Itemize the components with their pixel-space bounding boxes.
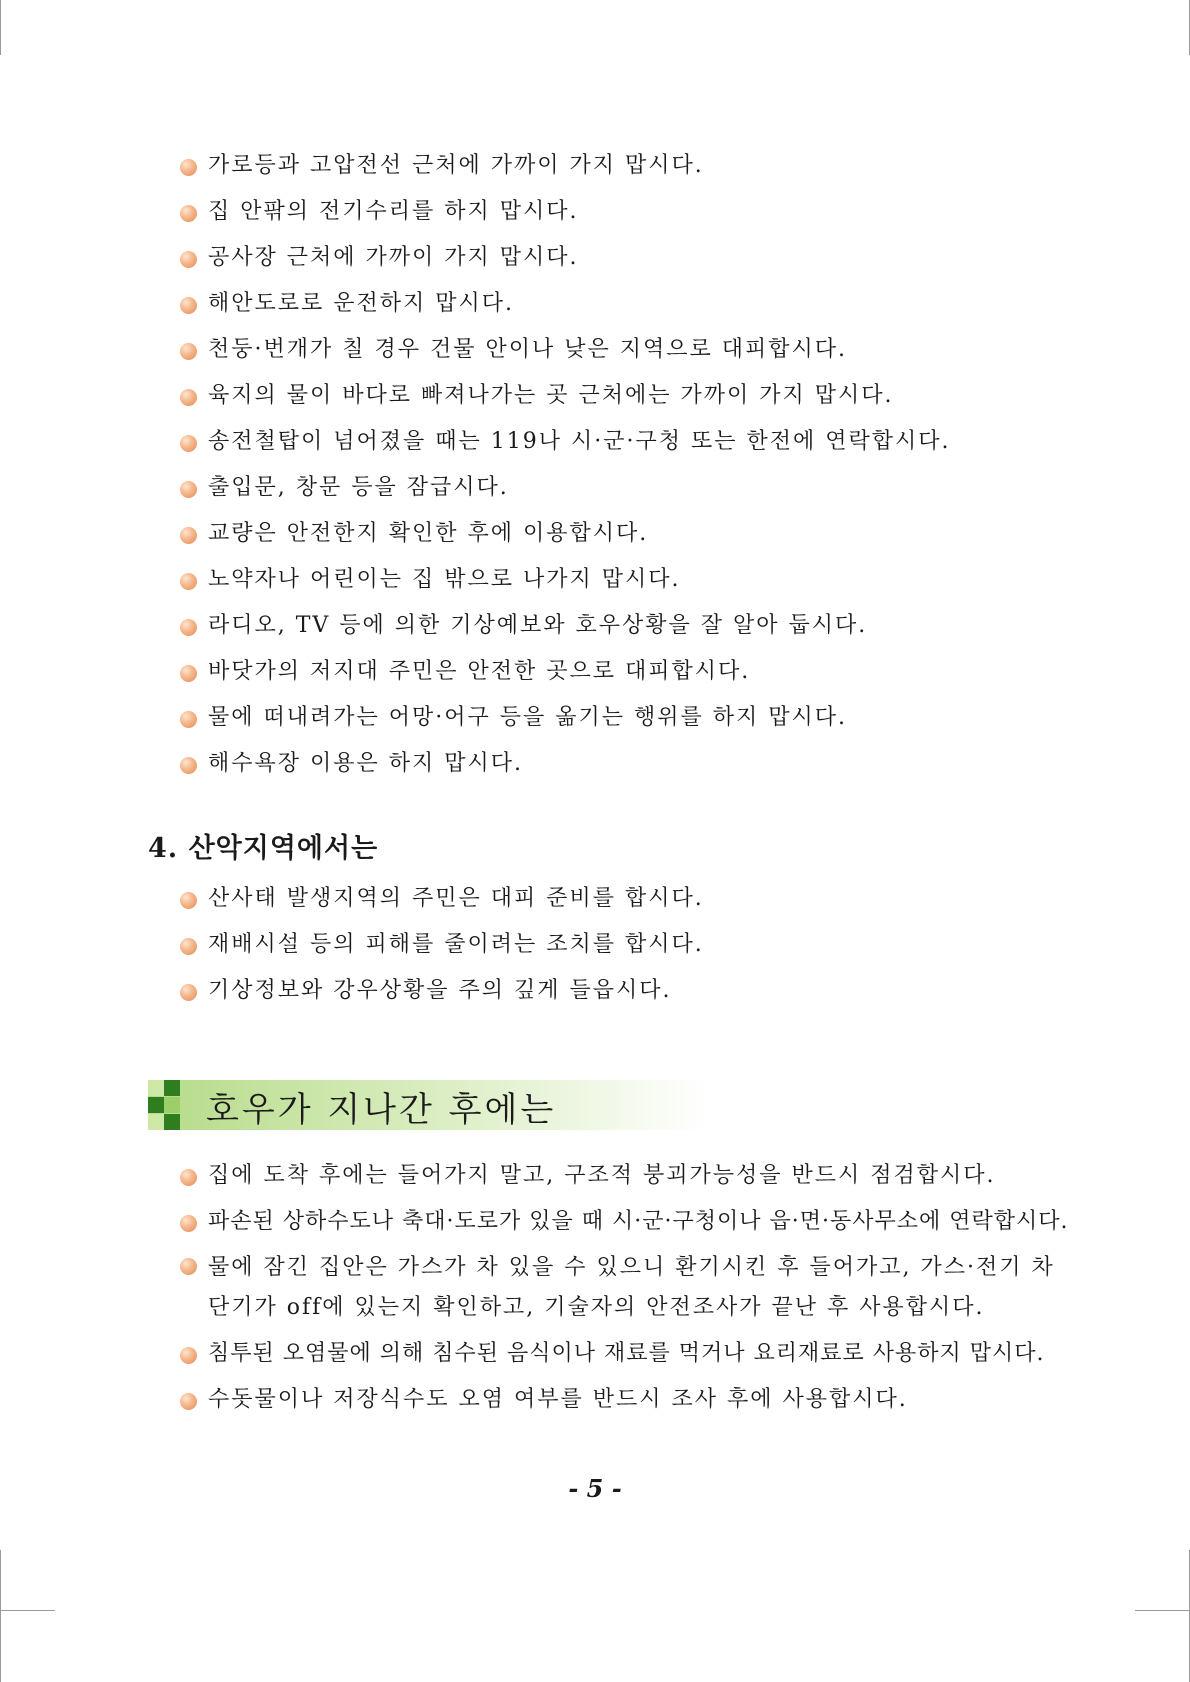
section4-list bbox=[178, 876, 704, 1014]
list-item bbox=[178, 143, 950, 189]
list-item-text: 노약자나 어린이는 집 밖으로 나가지 맙시다. bbox=[208, 567, 681, 592]
bullet-icon bbox=[180, 297, 197, 314]
list-item-text: 천둥·번개가 칠 경우 건물 안이나 낮은 지역으로 대피합시다. bbox=[208, 337, 847, 362]
list-item-text: 산사태 발생지역의 주민은 대피 준비를 합시다. bbox=[208, 886, 704, 911]
list-item-text: 가로등과 고압전선 근처에 가까이 가지 맙시다. bbox=[208, 153, 704, 178]
list-item-text: 물에 떠내려가는 어망·어구 등을 옮기는 행위를 하지 맙시다. bbox=[208, 705, 847, 730]
list-item-text: 수돗물이나 저장식수도 오염 여부를 반드시 조사 후에 사용합시다. bbox=[208, 1387, 908, 1412]
list-item-text: 공사장 근처에 가까이 가지 맙시다. bbox=[208, 245, 579, 270]
list-item bbox=[178, 373, 950, 419]
section3-list bbox=[178, 143, 950, 787]
list-item bbox=[178, 327, 950, 373]
crop-mark-bottom-left bbox=[0, 1550, 1, 1682]
banner-title: 호우가 지나간 후에는 bbox=[206, 1090, 557, 1130]
list-item-text: 집 안팎의 전기수리를 하지 맙시다. bbox=[208, 199, 579, 224]
bullet-icon bbox=[180, 938, 197, 955]
section-banner bbox=[148, 1080, 708, 1130]
section4-heading: 4. 산악지역에서는 bbox=[148, 833, 379, 864]
list-item bbox=[178, 1331, 1068, 1377]
list-item bbox=[178, 557, 950, 603]
bullet-icon bbox=[180, 343, 197, 360]
list-item bbox=[178, 1245, 1068, 1331]
list-item-text: 파손된 상하수도나 축대·도로가 있을 때 시·군·구청이나 읍·면·동사무소에 연락합시다. bbox=[208, 1209, 1069, 1234]
list-item-text: 바닷가의 저지대 주민은 안전한 곳으로 대피합시다. bbox=[208, 659, 751, 684]
bullet-icon bbox=[180, 757, 197, 774]
crop-mark-bottom-right-h bbox=[1135, 1610, 1190, 1611]
bullet-icon bbox=[180, 1393, 197, 1410]
list-item bbox=[178, 741, 950, 787]
list-item-text: 라디오, TV 등에 의한 기상예보와 호우상황을 잘 알아 둡시다. bbox=[208, 613, 868, 638]
bullet-icon bbox=[180, 711, 197, 728]
bullet-icon bbox=[180, 573, 197, 590]
list-item bbox=[178, 922, 704, 968]
list-item bbox=[178, 189, 950, 235]
bullet-icon bbox=[180, 527, 197, 544]
list-item-text: 기상정보와 강우상황을 주의 깊게 들읍시다. bbox=[208, 978, 672, 1003]
list-item-text: 침투된 오염물에 의해 침수된 음식이나 재료를 먹거나 요리재료로 사용하지 맙시다. bbox=[208, 1341, 1045, 1366]
list-item-text: 해안도로로 운전하지 맙시다. bbox=[208, 291, 515, 316]
list-item-text: 송전철탑이 넘어졌을 때는 119나 시·군·구청 또는 한전에 연락합시다. bbox=[208, 429, 951, 454]
bullet-icon bbox=[180, 1258, 197, 1275]
bullet-icon bbox=[180, 1347, 197, 1364]
bullet-icon bbox=[180, 435, 197, 452]
bullet-icon bbox=[180, 984, 197, 1001]
list-item-text: 집에 도착 후에는 들어가지 말고, 구조적 붕괴가능성을 반드시 점검합시다. bbox=[208, 1163, 996, 1188]
banner-square-icon bbox=[164, 1080, 180, 1096]
bullet-icon bbox=[180, 619, 197, 636]
banner-square-icon bbox=[148, 1097, 164, 1113]
bullet-icon bbox=[180, 1215, 197, 1232]
list-item bbox=[178, 695, 950, 741]
bullet-icon bbox=[180, 892, 197, 909]
banner-square-icon bbox=[148, 1114, 164, 1130]
crop-mark-top-left bbox=[0, 0, 1, 55]
list-item-text: 육지의 물이 바다로 빠져나가는 곳 근처에는 가까이 가지 맙시다. bbox=[208, 383, 894, 408]
bullet-icon bbox=[180, 389, 197, 406]
page-number: - 5 - bbox=[568, 1474, 622, 1503]
list-item-text: 해수욕장 이용은 하지 맙시다. bbox=[208, 751, 523, 776]
bullet-icon bbox=[180, 665, 197, 682]
bullet-icon bbox=[180, 205, 197, 222]
list-item-text: 재배시설 등의 피해를 줄이려는 조치를 합시다. bbox=[208, 932, 704, 957]
list-item bbox=[178, 1153, 1068, 1199]
list-item bbox=[178, 1377, 1068, 1423]
list-item bbox=[178, 235, 950, 281]
list-item-text: 물에 잠긴 집안은 가스가 차 있을 수 있으니 환기시킨 후 들어가고, 가스·전기 차단기가 off에 있는지 확인하고, 기술자의 안전조사가 끝난 후 사용합시다. bbox=[208, 1255, 1055, 1320]
crop-mark-bottom-left-h bbox=[0, 1610, 55, 1611]
after-rain-list bbox=[178, 1153, 1068, 1423]
list-item bbox=[178, 876, 704, 922]
list-item-text: 출입문, 창문 등을 잠급시다. bbox=[208, 475, 509, 500]
list-item bbox=[178, 419, 950, 465]
list-item bbox=[178, 281, 950, 327]
bullet-icon bbox=[180, 251, 197, 268]
list-item bbox=[178, 649, 950, 695]
list-item bbox=[178, 465, 950, 511]
list-item bbox=[178, 511, 950, 557]
bullet-icon bbox=[180, 481, 197, 498]
banner-square-icon bbox=[164, 1114, 180, 1130]
banner-square-icon bbox=[148, 1080, 164, 1096]
list-item bbox=[178, 968, 704, 1014]
bullet-icon bbox=[180, 159, 197, 176]
list-item bbox=[178, 603, 950, 649]
list-item-text: 교량은 안전한지 확인한 후에 이용합시다. bbox=[208, 521, 649, 546]
banner-square-icon bbox=[164, 1097, 180, 1113]
list-item bbox=[178, 1199, 1068, 1245]
bullet-icon bbox=[180, 1169, 197, 1186]
